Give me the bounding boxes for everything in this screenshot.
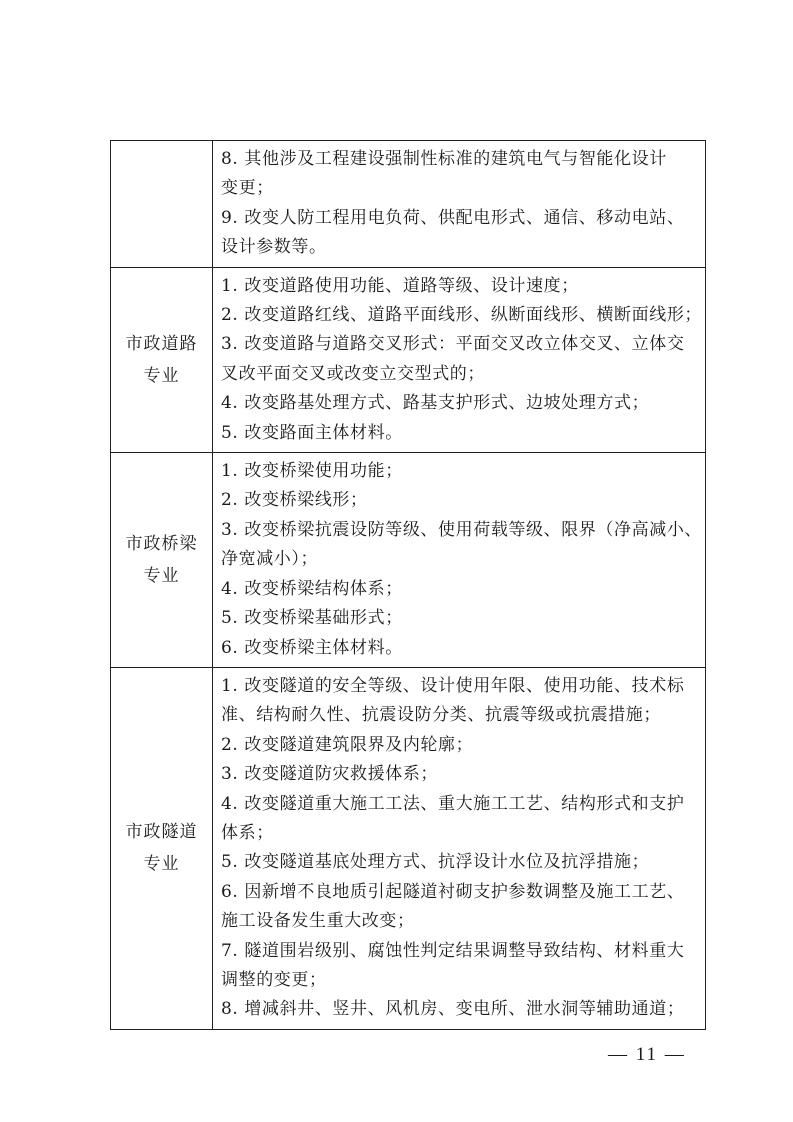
item-line: 1. 改变桥梁使用功能；	[221, 461, 403, 482]
item-line: 准、结构耐久性、抗震设防分类、抗震等级或抗震措施；	[221, 705, 661, 726]
item-line: 5. 改变桥梁基础形式；	[221, 608, 403, 629]
item-line: 6. 改变桥梁主体材料。	[221, 637, 403, 658]
item-line: 1. 改变隧道的安全等级、设计使用年限、使用功能、技术标	[221, 675, 685, 696]
item-line: 2. 改变道路红线、道路平面线形、纵断面线形、横断面线形；	[221, 305, 703, 326]
item-line: 1. 改变道路使用功能、道路等级、设计速度；	[221, 275, 579, 296]
category-cell	[111, 667, 213, 1029]
item-line: 施工设备发生重大改变；	[221, 911, 415, 932]
category-label-line1: 市政道路	[125, 333, 198, 354]
item-line: 4. 改变桥梁结构体系；	[221, 578, 403, 599]
category-label-line2: 专业	[143, 565, 180, 586]
item-line: 9. 改变人防工程用电负荷、供配电形式、通信、移动电站、	[221, 207, 685, 228]
table-row-municipal-road	[111, 267, 706, 452]
items-cell	[213, 453, 706, 668]
table-row-municipal-bridge	[111, 453, 706, 668]
item-line: 体系；	[221, 822, 274, 843]
item-line: 5. 改变路面主体材料。	[221, 422, 403, 443]
item-line: 3. 改变隧道防灾救援体系；	[221, 764, 439, 785]
item-line: 5. 改变隧道基底处理方式、抗浮设计水位及抗浮措施；	[221, 852, 650, 873]
item-line: 3. 改变道路与道路交叉形式：平面交叉改立体交叉、立体交	[221, 334, 685, 355]
page-number: — 11 —	[608, 1044, 686, 1065]
item-line: 2. 改变隧道建筑限界及内轮廓；	[221, 734, 474, 755]
item-line: 4. 改变路基处理方式、路基支护形式、边坡处理方式；	[221, 393, 650, 414]
specification-table	[110, 140, 706, 1030]
item-line: 7. 隧道围岩级别、腐蚀性判定结果调整导致结构、材料重大	[221, 940, 685, 961]
items-cell	[213, 267, 706, 452]
table-row-municipal-tunnel	[111, 667, 706, 1029]
category-label-line1: 市政桥梁	[125, 533, 198, 554]
category-label-line2: 专业	[143, 365, 180, 386]
item-line: 调整的变更；	[221, 969, 327, 990]
category-cell	[111, 141, 213, 268]
category-label-line2: 专业	[143, 854, 180, 875]
item-line: 8. 其他涉及工程建设强制性标准的建筑电气与智能化设计	[221, 149, 667, 169]
category-cell	[111, 453, 213, 668]
table-row-continued	[111, 141, 706, 268]
item-line: 设计参数等。	[221, 237, 327, 258]
item-line: 8. 增减斜井、竖井、风机房、变电所、泄水洞等辅助通道；	[221, 999, 685, 1020]
items-cell	[213, 141, 706, 268]
item-line: 6. 因新增不良地质引起隧道衬砌支护参数调整及施工工艺、	[221, 881, 685, 902]
item-line: 净宽减小）；	[221, 549, 319, 570]
item-line: 叉改平面交叉或改变立交型式的；	[221, 363, 485, 384]
category-label-line1: 市政隧道	[125, 822, 198, 843]
item-line: 变更；	[221, 178, 274, 199]
item-line: 2. 改变桥梁线形；	[221, 490, 368, 511]
item-line: 4. 改变隧道重大施工工法、重大施工工艺、结构形式和支护	[221, 793, 685, 814]
item-line: 3. 改变桥梁抗震设防等级、使用荷载等级、限界（净高减小、	[221, 519, 703, 540]
items-cell	[213, 667, 706, 1029]
category-cell	[111, 267, 213, 452]
